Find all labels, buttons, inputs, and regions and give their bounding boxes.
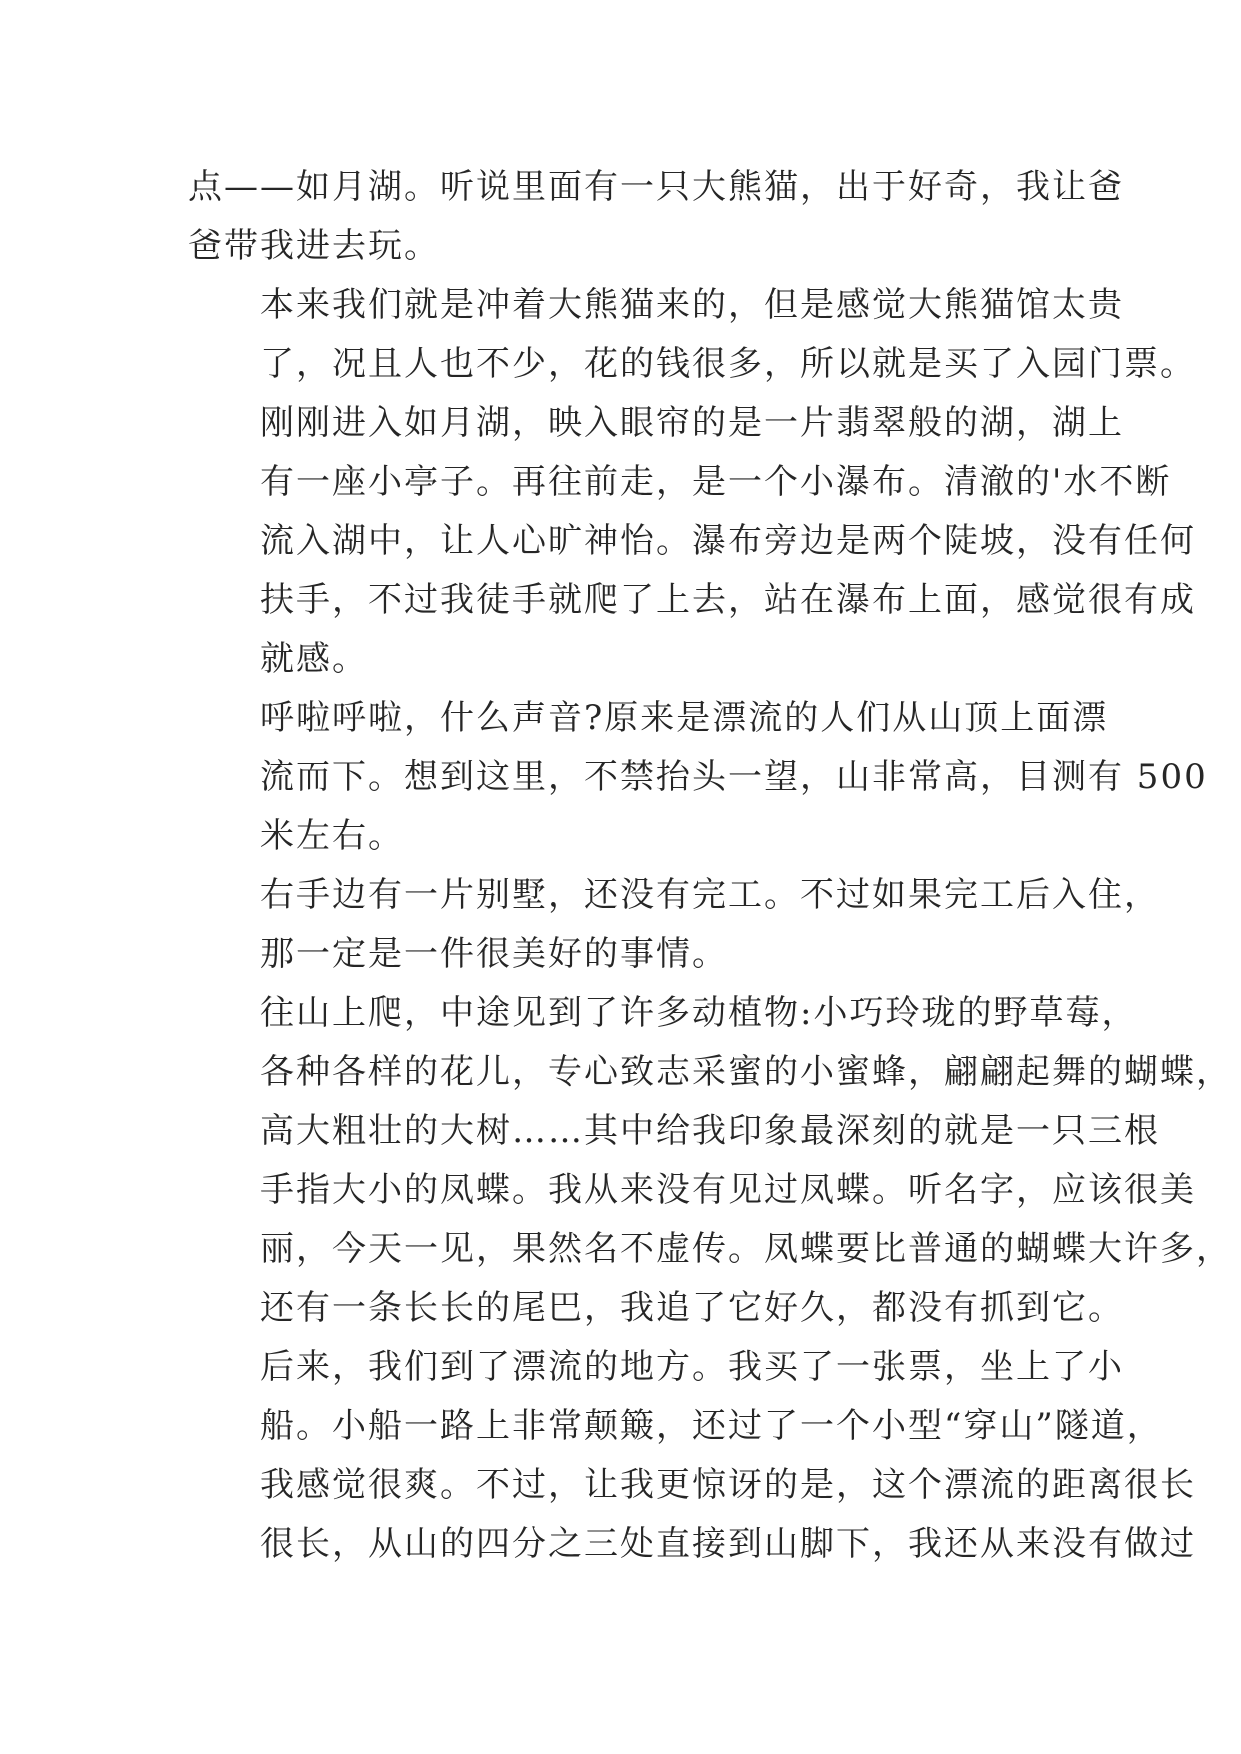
text-line: 刚刚进入如月湖，映入眼帘的是一片翡翠般的湖，湖上: [260, 403, 1124, 443]
text-line: 本来我们就是冲着大熊猫来的，但是感觉大熊猫馆太贵: [260, 285, 1124, 325]
text-line: 各种各样的花儿，专心致志采蜜的小蜜蜂，翩翩起舞的蝴蝶，: [260, 1052, 1232, 1092]
paragraph: [188, 1338, 1196, 1574]
text-line: 扶手，不过我徒手就爬了上去，站在瀑布上面，感觉很有成: [260, 580, 1196, 620]
paragraph: [188, 689, 1208, 866]
text-line: 流而下。想到这里，不禁抬头一望，山非常高，目测有 500: [260, 757, 1208, 797]
text-line: 爸带我进去玩。: [188, 226, 440, 266]
text-line: 手指大小的凤蝶。我从来没有见过凤蝶。听名字，应该很美: [260, 1170, 1196, 1210]
text-line: 有一座小亭子。再往前走，是一个小瀑布。清澈的'水不断: [260, 462, 1172, 502]
text-line: 右手边有一片别墅，还没有完工。不过如果完工后入住，: [260, 875, 1160, 915]
text-line: 我感觉很爽。不过，让我更惊讶的是，这个漂流的距离很长: [260, 1465, 1196, 1505]
paragraph: [188, 158, 1124, 276]
text-line: 了，况且人也不少，花的钱很多，所以就是买了入园门票。: [260, 344, 1196, 384]
text-line: 那一定是一件很美好的事情。: [260, 934, 728, 974]
text-line: 后来，我们到了漂流的地方。我买了一张票，坐上了小: [260, 1347, 1124, 1387]
paragraph: [188, 276, 1196, 394]
paragraph: [188, 394, 1196, 689]
text-line: 很长，从山的四分之三处直接到山脚下，我还从来没有做过: [260, 1524, 1196, 1564]
text-line: 丽，今天一见，果然名不虚传。凤蝶要比普通的蝴蝶大许多，: [260, 1229, 1232, 1269]
text-line: 船。小船一路上非常颠簸，还过了一个小型“穿山”隧道，: [260, 1406, 1163, 1446]
text-line: 就感。: [260, 639, 368, 679]
text-line: 点——如月湖。听说里面有一只大熊猫，出于好奇，我让爸: [188, 167, 1124, 207]
article-body: [188, 158, 1232, 1574]
text-line: 流入湖中，让人心旷神怡。瀑布旁边是两个陡坡，没有任何: [260, 521, 1196, 561]
text-line: 往山上爬，中途见到了许多动植物:小巧玲珑的野草莓，: [260, 993, 1138, 1033]
text-line: 高大粗壮的大树……其中给我印象最深刻的就是一只三根: [260, 1111, 1160, 1151]
text-line: 米左右。: [260, 816, 404, 856]
text-line: 还有一条长长的尾巴，我追了它好久，都没有抓到它。: [260, 1288, 1124, 1328]
text-line: 呼啦呼啦，什么声音?原来是漂流的人们从山顶上面漂: [260, 698, 1109, 738]
paragraph: [188, 866, 1160, 984]
paragraph: [188, 984, 1232, 1338]
